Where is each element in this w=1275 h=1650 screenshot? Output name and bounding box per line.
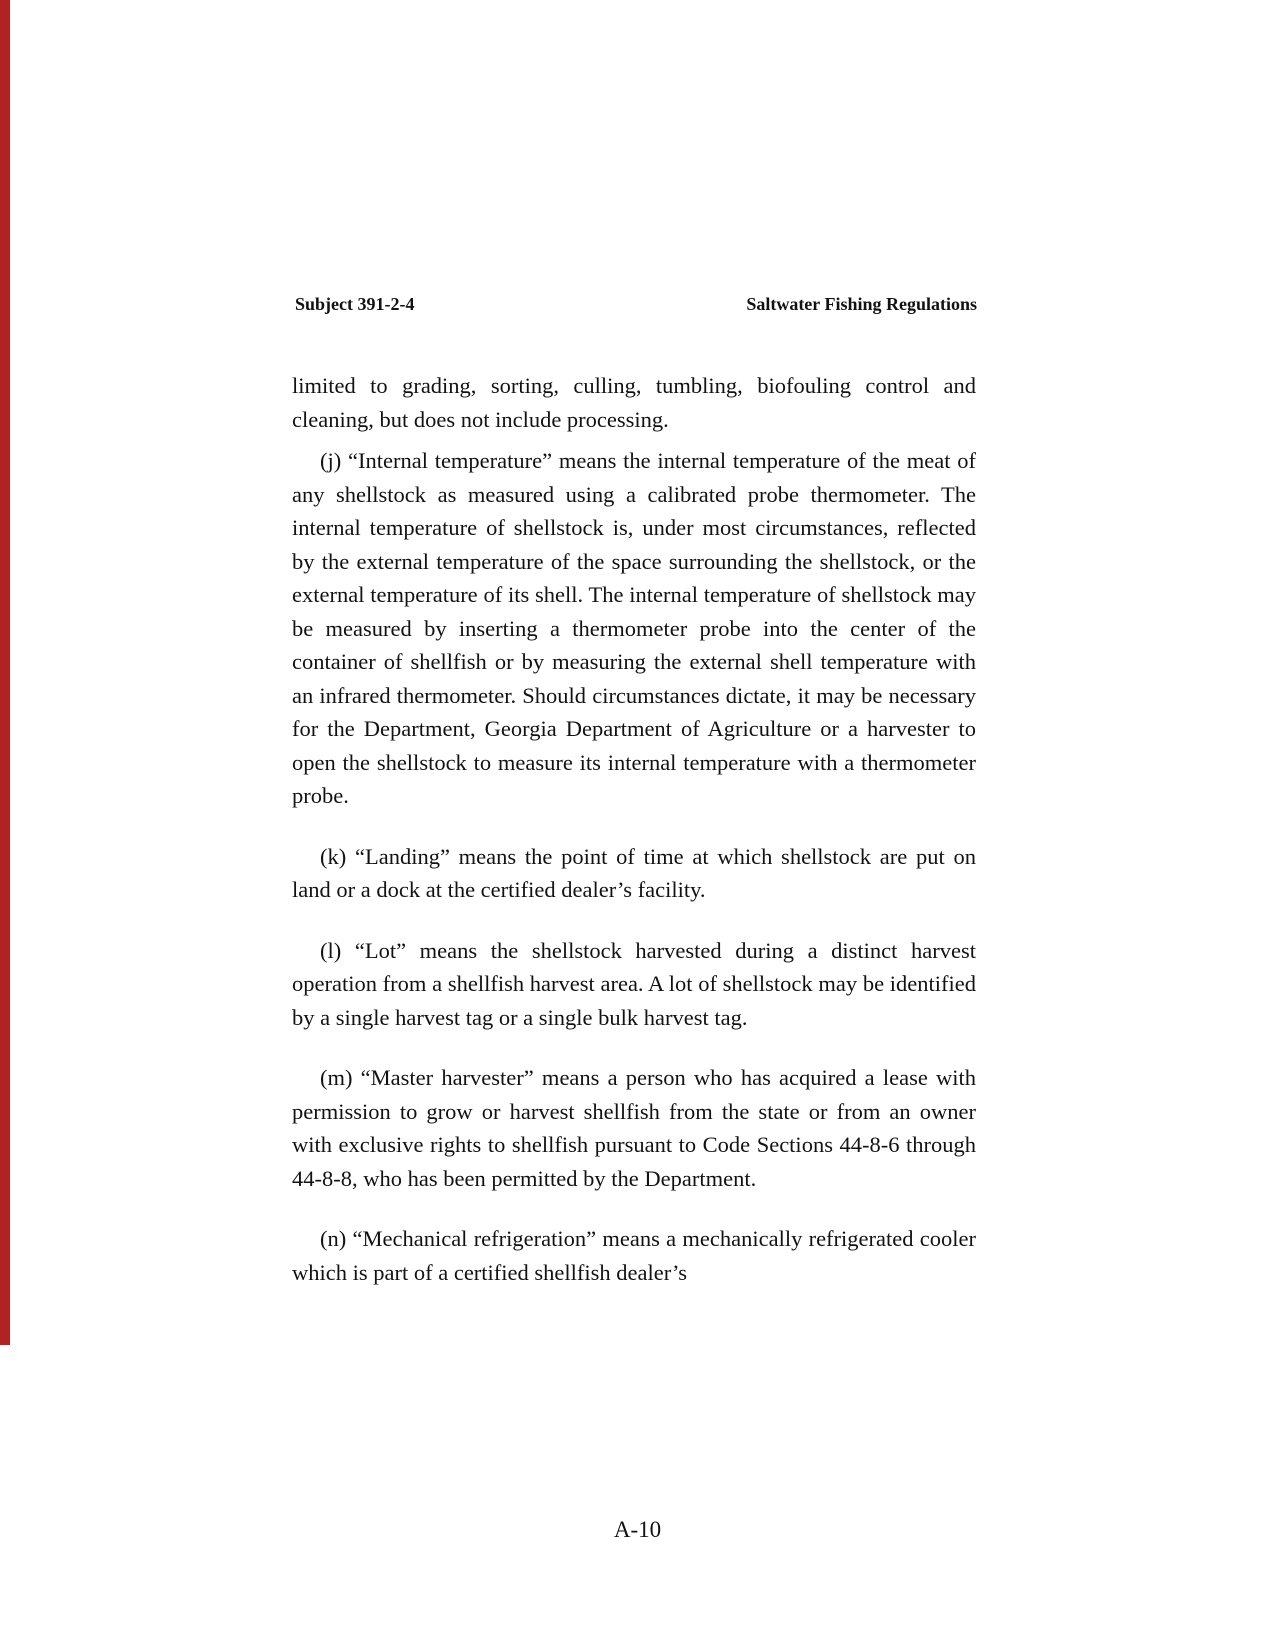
page-number: A-10 [613,1517,662,1542]
paragraph-continuation: limited to grading, sorting, culling, tumbling, biofouling control and cleaning, but does not include processing. [292,373,976,432]
paragraph-l: (l) “Lot” means the shellstock harvested during a distinct harvest operation from a shellfish harvest area. A lot of shellstock may be identified by a single harvest tag or a single bulk harvest tag. [292,937,976,1030]
paragraph-k: (k) “Landing” means the point of time at which shellstock are put on land or a dock at the certified dealer’s facility. [292,843,976,902]
left-edge-stripe [0,0,10,1345]
paragraph-m: (m) “Master harvester” means a person who has acquired a lease with permission to grow or harvest shellfish from the state or from an owner with exclusive rights to shellfish pursuant to Code Sections 44-8-6 through 44-8-8, who has been permitted by the Department. [292,1065,976,1191]
paragraph-j: (j) “Internal temperature” means the internal temperature of the meat of any shellstock as measured using a calibrated probe thermometer. The internal temperature of shellstock is, under most circumstances, reflected by the external temperature of the space surrounding the shellstock, or the external temperature of its shell. The internal temperature of shellstock may be measured by inserting a thermometer probe into the center of the container of shellfish or by measuring the external shell temperature with an infrared thermometer. Should circumstances dictate, it may be necessary for the Department, Georgia Department of Agriculture or a harvester to open the shellstock to measure its internal temperature with a thermometer probe. [292,448,976,808]
paragraph-n: (n) “Mechanical refrigeration” means a mechanically refrigerated cooler which is part of a certified shellfish dealer’s [292,1226,976,1285]
page-header [295,294,977,316]
header-title: Saltwater Fishing Regulations [746,294,977,314]
document-body [292,369,976,1289]
header-subject: Subject 391-2-4 [295,294,415,314]
